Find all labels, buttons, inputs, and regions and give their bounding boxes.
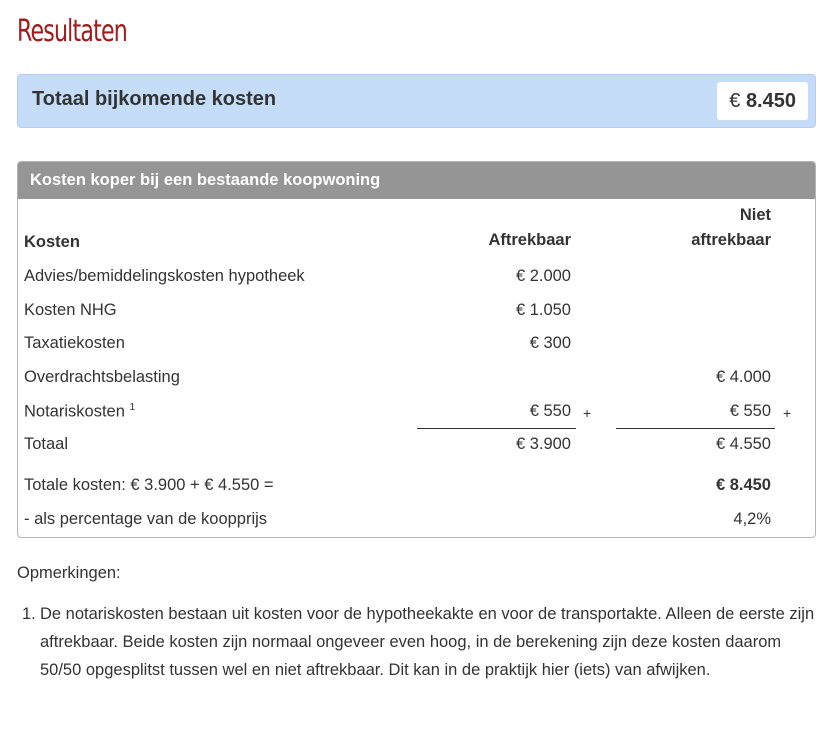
total-costs-bar bbox=[17, 74, 816, 128]
remarks-label: Opmerkingen: bbox=[17, 564, 121, 582]
remark-item bbox=[17, 600, 817, 684]
column-header-niet-line2: aftrekbaar bbox=[691, 231, 771, 249]
notariskosten-label: Notariskosten bbox=[24, 402, 125, 421]
row-aftrekbaar: € 300 bbox=[529, 334, 571, 352]
totale-kosten-label: Totale kosten: € 3.900 + € 4.550 = bbox=[24, 476, 274, 494]
totaal-label: Totaal bbox=[24, 435, 69, 453]
total-costs-amount bbox=[717, 82, 808, 120]
percentage-value: 4,2% bbox=[733, 510, 771, 528]
row-aftrekbaar: € 1.050 bbox=[515, 301, 571, 319]
totaal-niet-aftrekbaar: € 4.550 bbox=[715, 435, 771, 453]
totaal-aftrekbaar: € 3.900 bbox=[515, 435, 571, 453]
total-currency: € bbox=[729, 90, 741, 112]
row-aftrekbaar: € 2.000 bbox=[515, 267, 571, 285]
footnote-marker: 1 bbox=[129, 402, 136, 413]
total-value: 8.450 bbox=[745, 90, 796, 112]
sum-line-aftrekbaar bbox=[417, 428, 576, 429]
sum-line-niet-aftrekbaar bbox=[616, 428, 775, 429]
row-niet-aftrekbaar: € 550 bbox=[729, 402, 771, 420]
plus-sign-niet-aftrekbaar: + bbox=[783, 405, 792, 421]
totale-kosten-value: € 8.450 bbox=[715, 476, 771, 494]
plus-sign-aftrekbaar: + bbox=[583, 405, 592, 421]
column-header-aftrekbaar: Aftrekbaar bbox=[488, 231, 571, 249]
row-label: Taxatiekosten bbox=[24, 334, 125, 352]
percentage-label: - als percentage van de koopprijs bbox=[24, 510, 268, 528]
page-title: Resultaten bbox=[17, 14, 127, 49]
total-costs-label: Totaal bijkomende kosten bbox=[32, 88, 277, 110]
remark-text: De notariskosten bestaan uit kosten voor de hypotheekakte en voor de transportakte. Alleen de eerste zijn aftrekbaar. Beide kosten zijn normaal ongeveer even hoog, in de berekening zijn deze kosten daarom 50/50 opgesplitst tussen wel en niet aftrekbaar. Dit kan in de praktijk hier (iets) van afwijken. bbox=[40, 605, 815, 679]
column-header-kosten: Kosten bbox=[24, 233, 80, 251]
row-niet-aftrekbaar: € 4.000 bbox=[715, 368, 771, 386]
remarks-list bbox=[17, 600, 817, 684]
remark-number: 1. bbox=[22, 605, 36, 623]
costs-table-heading: Kosten koper bij een bestaande koopwoning bbox=[18, 162, 815, 199]
column-header-niet-line1: Niet bbox=[739, 206, 771, 224]
row-label: Overdrachtsbelasting bbox=[24, 368, 180, 386]
costs-table-panel bbox=[17, 161, 816, 538]
row-label: Advies/bemiddelingskosten hypotheek bbox=[24, 267, 305, 285]
row-label bbox=[24, 402, 135, 422]
row-label: Kosten NHG bbox=[24, 301, 117, 319]
row-aftrekbaar: € 550 bbox=[529, 402, 571, 420]
